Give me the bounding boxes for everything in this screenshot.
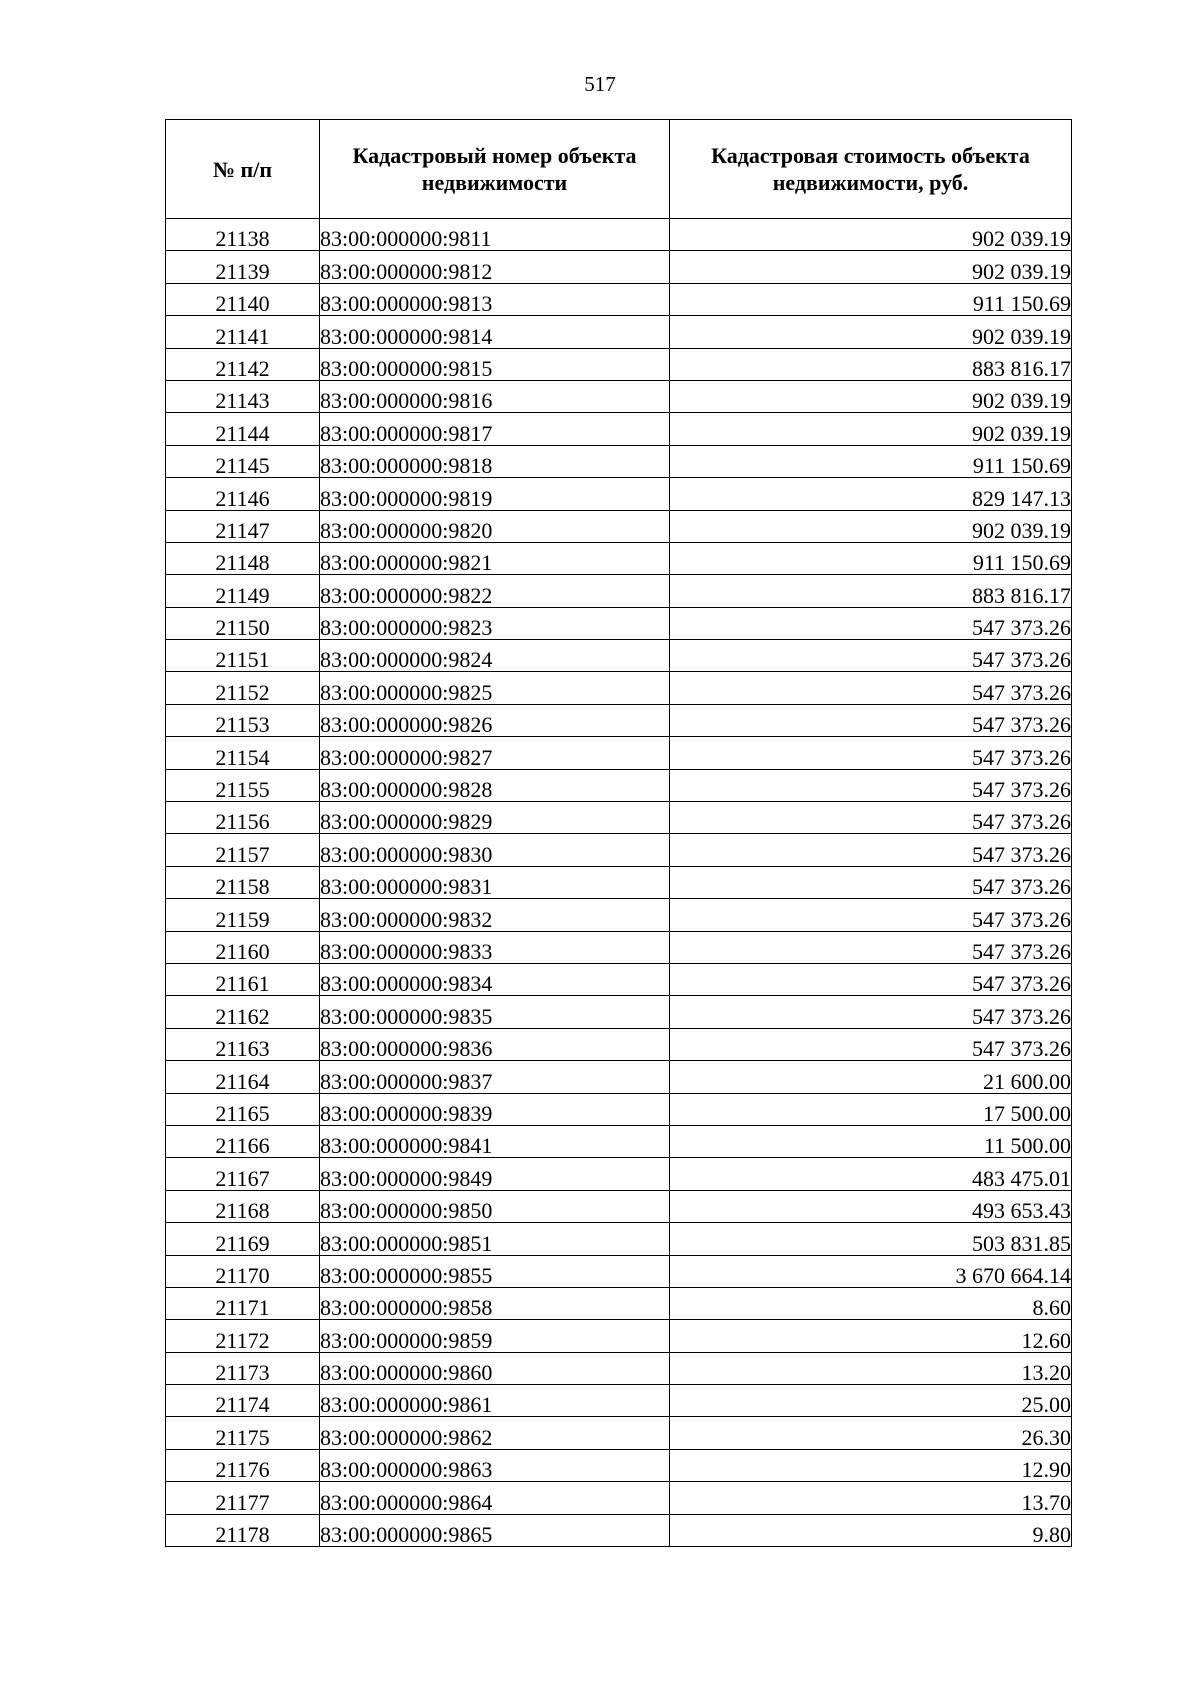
cadastral-number-cell: 83:00:000000:9811 [320, 219, 670, 251]
table-header [166, 120, 1072, 219]
row-number-cell: 21153 [166, 704, 320, 736]
cadastral-number-cell: 83:00:000000:9827 [320, 737, 670, 769]
row-number-cell: 21145 [166, 445, 320, 477]
cadastral-value-cell: 547 373.26 [670, 672, 1072, 704]
cadastral-number-cell: 83:00:000000:9832 [320, 899, 670, 931]
cadastral-number-cell: 83:00:000000:9833 [320, 931, 670, 963]
table-row [166, 348, 1072, 380]
table-row [166, 1255, 1072, 1287]
table-body [166, 219, 1072, 1547]
table-row [166, 1514, 1072, 1546]
row-number-cell: 21143 [166, 380, 320, 412]
cadastral-value-cell: 11 500.00 [670, 1125, 1072, 1157]
cadastral-value-cell: 902 039.19 [670, 219, 1072, 251]
cadastral-number-cell: 83:00:000000:9830 [320, 834, 670, 866]
cadastral-value-cell: 883 816.17 [670, 348, 1072, 380]
table-row [166, 607, 1072, 639]
cadastral-number-cell: 83:00:000000:9820 [320, 510, 670, 542]
column-header-number: № п/п [166, 120, 320, 219]
row-number-cell: 21140 [166, 283, 320, 315]
row-number-cell: 21138 [166, 219, 320, 251]
row-number-cell: 21142 [166, 348, 320, 380]
table-row [166, 1093, 1072, 1125]
cadastral-value-cell: 12.90 [670, 1449, 1072, 1481]
row-number-cell: 21172 [166, 1320, 320, 1352]
table-row [166, 1061, 1072, 1093]
cadastral-value-cell: 483 475.01 [670, 1158, 1072, 1190]
row-number-cell: 21178 [166, 1514, 320, 1546]
table-row [166, 704, 1072, 736]
cadastral-number-cell: 83:00:000000:9822 [320, 575, 670, 607]
cadastral-number-cell: 83:00:000000:9821 [320, 542, 670, 574]
cadastral-value-cell: 8.60 [670, 1287, 1072, 1319]
cadastral-value-cell: 26.30 [670, 1417, 1072, 1449]
cadastral-number-cell: 83:00:000000:9835 [320, 996, 670, 1028]
row-number-cell: 21173 [166, 1352, 320, 1384]
table-row [166, 899, 1072, 931]
cadastral-number-cell: 83:00:000000:9850 [320, 1190, 670, 1222]
cadastral-value-cell: 13.20 [670, 1352, 1072, 1384]
cadastral-value-cell: 547 373.26 [670, 996, 1072, 1028]
table-row [166, 316, 1072, 348]
cadastral-value-cell: 12.60 [670, 1320, 1072, 1352]
cadastral-number-cell: 83:00:000000:9864 [320, 1482, 670, 1514]
row-number-cell: 21144 [166, 413, 320, 445]
row-number-cell: 21161 [166, 963, 320, 995]
table-row [166, 1417, 1072, 1449]
table-row [166, 1125, 1072, 1157]
row-number-cell: 21167 [166, 1158, 320, 1190]
cadastral-value-cell: 911 150.69 [670, 283, 1072, 315]
cadastral-value-cell: 547 373.26 [670, 769, 1072, 801]
table-row [166, 575, 1072, 607]
row-number-cell: 21150 [166, 607, 320, 639]
table-row [166, 1352, 1072, 1384]
cadastral-number-cell: 83:00:000000:9862 [320, 1417, 670, 1449]
table-row [166, 1287, 1072, 1319]
row-number-cell: 21139 [166, 251, 320, 283]
cadastral-value-cell: 547 373.26 [670, 704, 1072, 736]
row-number-cell: 21147 [166, 510, 320, 542]
table-row [166, 1385, 1072, 1417]
cadastral-value-cell: 25.00 [670, 1385, 1072, 1417]
cadastral-value-cell: 829 147.13 [670, 478, 1072, 510]
page-number: 517 [584, 72, 616, 96]
cadastral-value-cell: 9.80 [670, 1514, 1072, 1546]
table-row [166, 380, 1072, 412]
table-row [166, 963, 1072, 995]
cadastral-value-cell: 17 500.00 [670, 1093, 1072, 1125]
table-header-row [166, 120, 1072, 219]
table-row [166, 219, 1072, 251]
row-number-cell: 21162 [166, 996, 320, 1028]
cadastral-number-cell: 83:00:000000:9828 [320, 769, 670, 801]
table-row [166, 672, 1072, 704]
cadastral-number-cell: 83:00:000000:9858 [320, 1287, 670, 1319]
table-row [166, 1028, 1072, 1060]
cadastral-value-cell: 902 039.19 [670, 251, 1072, 283]
row-number-cell: 21177 [166, 1482, 320, 1514]
cadastral-number-cell: 83:00:000000:9837 [320, 1061, 670, 1093]
table-row [166, 478, 1072, 510]
cadastral-value-cell: 21 600.00 [670, 1061, 1072, 1093]
row-number-cell: 21170 [166, 1255, 320, 1287]
row-number-cell: 21159 [166, 899, 320, 931]
cadastral-value-cell: 547 373.26 [670, 866, 1072, 898]
cadastral-number-cell: 83:00:000000:9814 [320, 316, 670, 348]
cadastral-value-cell: 902 039.19 [670, 316, 1072, 348]
cadastral-value-cell: 13.70 [670, 1482, 1072, 1514]
cadastral-number-cell: 83:00:000000:9824 [320, 640, 670, 672]
cadastral-number-cell: 83:00:000000:9834 [320, 963, 670, 995]
table-row [166, 931, 1072, 963]
cadastral-value-cell: 547 373.26 [670, 963, 1072, 995]
cadastral-value-cell: 911 150.69 [670, 445, 1072, 477]
row-number-cell: 21168 [166, 1190, 320, 1222]
cadastral-value-cell: 902 039.19 [670, 413, 1072, 445]
cadastral-value-cell: 547 373.26 [670, 1028, 1072, 1060]
cadastral-value-cell: 3 670 664.14 [670, 1255, 1072, 1287]
cadastral-number-cell: 83:00:000000:9816 [320, 380, 670, 412]
cadastral-number-cell: 83:00:000000:9839 [320, 1093, 670, 1125]
table-row [166, 445, 1072, 477]
row-number-cell: 21165 [166, 1093, 320, 1125]
cadastral-value-cell: 902 039.19 [670, 380, 1072, 412]
table-row [166, 802, 1072, 834]
table-row [166, 834, 1072, 866]
table-row [166, 640, 1072, 672]
cadastral-number-cell: 83:00:000000:9860 [320, 1352, 670, 1384]
cadastral-value-cell: 503 831.85 [670, 1223, 1072, 1255]
row-number-cell: 21152 [166, 672, 320, 704]
row-number-cell: 21157 [166, 834, 320, 866]
table-row [166, 1190, 1072, 1222]
cadastral-number-cell: 83:00:000000:9851 [320, 1223, 670, 1255]
cadastral-number-cell: 83:00:000000:9831 [320, 866, 670, 898]
row-number-cell: 21148 [166, 542, 320, 574]
row-number-cell: 21166 [166, 1125, 320, 1157]
cadastral-number-cell: 83:00:000000:9859 [320, 1320, 670, 1352]
row-number-cell: 21176 [166, 1449, 320, 1481]
cadastral-value-cell: 883 816.17 [670, 575, 1072, 607]
table-row [166, 251, 1072, 283]
cadastral-value-cell: 547 373.26 [670, 899, 1072, 931]
cadastral-number-cell: 83:00:000000:9855 [320, 1255, 670, 1287]
table-row [166, 1320, 1072, 1352]
cadastral-number-cell: 83:00:000000:9815 [320, 348, 670, 380]
cadastral-number-cell: 83:00:000000:9818 [320, 445, 670, 477]
row-number-cell: 21174 [166, 1385, 320, 1417]
table-row [166, 866, 1072, 898]
row-number-cell: 21175 [166, 1417, 320, 1449]
cadastral-value-cell: 493 653.43 [670, 1190, 1072, 1222]
cadastral-number-cell: 83:00:000000:9823 [320, 607, 670, 639]
cadastral-number-cell: 83:00:000000:9836 [320, 1028, 670, 1060]
table-row [166, 510, 1072, 542]
table-row [166, 1223, 1072, 1255]
cadastral-number-cell: 83:00:000000:9826 [320, 704, 670, 736]
table-row [166, 1449, 1072, 1481]
row-number-cell: 21163 [166, 1028, 320, 1060]
cadastral-number-cell: 83:00:000000:9863 [320, 1449, 670, 1481]
cadastral-value-cell: 547 373.26 [670, 802, 1072, 834]
row-number-cell: 21154 [166, 737, 320, 769]
column-header-cadastral-number: Кадастровый номер объекта недвижимости [320, 120, 670, 219]
row-number-cell: 21171 [166, 1287, 320, 1319]
row-number-cell: 21158 [166, 866, 320, 898]
row-number-cell: 21149 [166, 575, 320, 607]
column-header-cadastral-value: Кадастровая стоимость объекта недвижимости, руб. [670, 120, 1072, 219]
table-row [166, 737, 1072, 769]
table-row [166, 1482, 1072, 1514]
cadastral-number-cell: 83:00:000000:9849 [320, 1158, 670, 1190]
cadastral-value-cell: 547 373.26 [670, 834, 1072, 866]
table-row [166, 769, 1072, 801]
row-number-cell: 21164 [166, 1061, 320, 1093]
cadastral-value-cell: 547 373.26 [670, 607, 1072, 639]
row-number-cell: 21146 [166, 478, 320, 510]
row-number-cell: 21151 [166, 640, 320, 672]
cadastral-value-cell: 902 039.19 [670, 510, 1072, 542]
cadastral-number-cell: 83:00:000000:9819 [320, 478, 670, 510]
table-row [166, 1158, 1072, 1190]
cadastral-value-cell: 547 373.26 [670, 640, 1072, 672]
cadastral-number-cell: 83:00:000000:9812 [320, 251, 670, 283]
cadastral-number-cell: 83:00:000000:9861 [320, 1385, 670, 1417]
row-number-cell: 21160 [166, 931, 320, 963]
cadastral-number-cell: 83:00:000000:9865 [320, 1514, 670, 1546]
cadastral-number-cell: 83:00:000000:9841 [320, 1125, 670, 1157]
table-row [166, 542, 1072, 574]
table-row [166, 283, 1072, 315]
table-row [166, 996, 1072, 1028]
row-number-cell: 21141 [166, 316, 320, 348]
cadastral-number-cell: 83:00:000000:9829 [320, 802, 670, 834]
row-number-cell: 21155 [166, 769, 320, 801]
table-row [166, 413, 1072, 445]
cadastral-number-cell: 83:00:000000:9825 [320, 672, 670, 704]
cadastral-value-cell: 911 150.69 [670, 542, 1072, 574]
cadastral-value-cell: 547 373.26 [670, 931, 1072, 963]
cadastral-value-cell: 547 373.26 [670, 737, 1072, 769]
cadastral-number-cell: 83:00:000000:9813 [320, 283, 670, 315]
row-number-cell: 21156 [166, 802, 320, 834]
cadastral-value-table [165, 119, 1072, 1547]
row-number-cell: 21169 [166, 1223, 320, 1255]
cadastral-number-cell: 83:00:000000:9817 [320, 413, 670, 445]
